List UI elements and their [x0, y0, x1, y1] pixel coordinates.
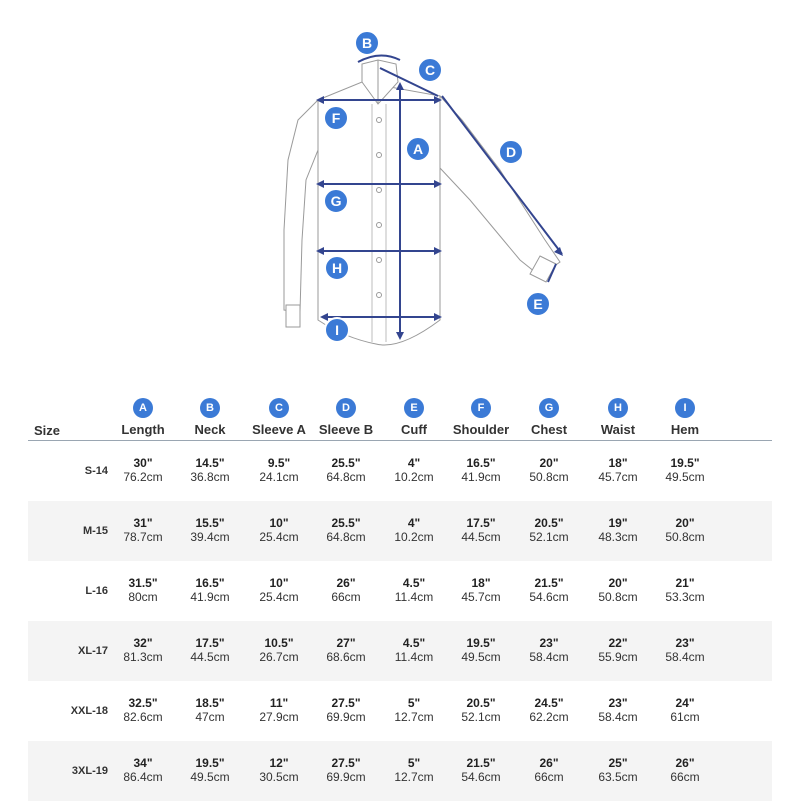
- marker-h-letter: H: [331, 260, 343, 276]
- size-column-header: Size: [34, 423, 61, 438]
- cell-centimeters: 58.4cm: [529, 650, 569, 664]
- table-cell: [379, 636, 449, 664]
- cell-centimeters: 24.1cm: [259, 470, 299, 484]
- table-cell: [244, 636, 314, 664]
- cell-inches: 18": [608, 456, 628, 470]
- cell-centimeters: 64.8cm: [326, 470, 366, 484]
- column-header-e: [379, 398, 449, 437]
- cell-inches: 19.5": [195, 756, 225, 770]
- cell-inches: 25.5": [331, 516, 361, 530]
- table-cell: [108, 756, 178, 784]
- cell-inches: 17.5": [195, 636, 225, 650]
- cell-centimeters: 82.6cm: [123, 710, 163, 724]
- cell-centimeters: 78.7cm: [123, 530, 163, 544]
- marker-e-letter: E: [533, 296, 543, 312]
- shirt-button: [377, 293, 382, 298]
- table-cell: [311, 756, 381, 784]
- column-letter-badge: B: [200, 398, 220, 418]
- size-label: 3XL-19: [71, 765, 108, 777]
- cell-centimeters: 50.8cm: [665, 530, 705, 544]
- column-header-h: [583, 398, 653, 437]
- cell-inches: 10": [269, 576, 289, 590]
- table-cell: [446, 456, 516, 484]
- table-cell: [108, 516, 178, 544]
- cell-inches: 27": [336, 636, 356, 650]
- marker-c-letter: C: [424, 62, 436, 78]
- table-row: [28, 681, 772, 741]
- table-row: [28, 621, 772, 681]
- cell-inches: 25.5": [331, 456, 361, 470]
- column-label: Length: [121, 422, 165, 437]
- marker-f-letter: F: [331, 110, 341, 126]
- table-cell: [175, 576, 245, 604]
- cell-centimeters: 41.9cm: [190, 590, 230, 604]
- marker-g: [324, 189, 348, 213]
- cell-inches: 16.5": [195, 576, 225, 590]
- column-label: Waist: [600, 422, 636, 437]
- cell-inches: 21.5": [466, 756, 496, 770]
- shirt-button: [377, 188, 382, 193]
- table-cell: [583, 756, 653, 784]
- cell-inches: 23": [675, 636, 695, 650]
- table-cell: [175, 456, 245, 484]
- table-cell: [650, 516, 720, 544]
- table-cell: [311, 636, 381, 664]
- cell-centimeters: 62.2cm: [529, 710, 569, 724]
- table-cell: [379, 756, 449, 784]
- cell-centimeters: 47cm: [195, 710, 225, 724]
- column-label: Hem: [670, 422, 700, 437]
- cell-inches: 19.5": [670, 456, 700, 470]
- column-header-c: [244, 398, 314, 437]
- table-cell: [514, 756, 584, 784]
- column-letter-badge: H: [608, 398, 628, 418]
- column-header-i: [650, 398, 720, 437]
- size-chart-header: [28, 398, 772, 441]
- shirt-measurement-diagram: [0, 0, 800, 365]
- cell-centimeters: 30.5cm: [259, 770, 299, 784]
- column-label: Sleeve A: [252, 422, 306, 437]
- cell-inches: 12": [269, 756, 289, 770]
- marker-i: [325, 318, 349, 342]
- left-sleeve: [284, 100, 318, 312]
- column-header-a: [108, 398, 178, 437]
- cell-centimeters: 25.4cm: [259, 590, 299, 604]
- table-row: [28, 741, 772, 801]
- marker-d: [499, 140, 523, 164]
- cell-inches: 20.5": [466, 696, 496, 710]
- table-cell: [108, 456, 178, 484]
- table-cell: [446, 756, 516, 784]
- cell-centimeters: 49.5cm: [190, 770, 230, 784]
- table-cell: [514, 456, 584, 484]
- marker-g-letter: G: [330, 193, 342, 209]
- cell-centimeters: 36.8cm: [190, 470, 230, 484]
- table-cell: [311, 696, 381, 724]
- table-cell: [650, 636, 720, 664]
- cell-inches: 26": [539, 756, 559, 770]
- cell-inches: 9.5": [267, 456, 291, 470]
- cell-centimeters: 11.4cm: [394, 590, 434, 604]
- cell-centimeters: 86.4cm: [123, 770, 163, 784]
- cell-inches: 31.5": [128, 576, 158, 590]
- column-header-f: [446, 398, 516, 437]
- cell-centimeters: 11.4cm: [394, 650, 434, 664]
- size-label: M-15: [82, 525, 108, 537]
- cell-centimeters: 58.4cm: [665, 650, 705, 664]
- cell-inches: 4": [407, 456, 421, 470]
- cell-centimeters: 12.7cm: [394, 770, 434, 784]
- marker-c: [418, 58, 442, 82]
- table-cell: [650, 696, 720, 724]
- cell-centimeters: 66cm: [534, 770, 564, 784]
- cell-centimeters: 10.2cm: [394, 470, 434, 484]
- column-letter-badge: F: [471, 398, 491, 418]
- column-label: Neck: [194, 422, 226, 437]
- cell-centimeters: 25.4cm: [259, 530, 299, 544]
- cell-centimeters: 39.4cm: [190, 530, 230, 544]
- marker-a-letter: A: [412, 141, 424, 157]
- cell-inches: 5": [407, 696, 421, 710]
- table-cell: [108, 636, 178, 664]
- table-cell: [650, 756, 720, 784]
- left-cuff: [286, 305, 300, 327]
- table-row: [28, 561, 772, 621]
- table-cell: [583, 696, 653, 724]
- cell-inches: 21.5": [534, 576, 564, 590]
- cell-inches: 34": [133, 756, 153, 770]
- marker-b: [355, 31, 379, 55]
- cell-centimeters: 10.2cm: [394, 530, 434, 544]
- cell-centimeters: 26.7cm: [259, 650, 299, 664]
- cell-inches: 20": [608, 576, 628, 590]
- cell-inches: 20.5": [534, 516, 564, 530]
- table-cell: [244, 576, 314, 604]
- cell-inches: 17.5": [466, 516, 496, 530]
- table-cell: [650, 456, 720, 484]
- shirt-button: [377, 153, 382, 158]
- marker-e: [526, 292, 550, 316]
- cell-centimeters: 68.6cm: [326, 650, 366, 664]
- table-cell: [311, 516, 381, 544]
- size-label: L-16: [85, 585, 108, 597]
- cell-centimeters: 44.5cm: [461, 530, 501, 544]
- column-label: Chest: [530, 422, 568, 437]
- cell-centimeters: 63.5cm: [598, 770, 638, 784]
- cell-inches: 30": [133, 456, 153, 470]
- size-label: XL-17: [78, 645, 108, 657]
- cell-inches: 19": [608, 516, 628, 530]
- cell-centimeters: 50.8cm: [598, 590, 638, 604]
- size-chart-table: [28, 398, 772, 801]
- cell-inches: 18": [471, 576, 491, 590]
- shirt-button: [377, 118, 382, 123]
- cell-centimeters: 55.9cm: [598, 650, 638, 664]
- cell-inches: 32": [133, 636, 153, 650]
- column-letter-badge: C: [269, 398, 289, 418]
- shirt-button: [377, 258, 382, 263]
- size-chart-rows: [28, 441, 772, 801]
- size-label: S-14: [84, 465, 108, 477]
- cell-inches: 4.5": [402, 576, 426, 590]
- cell-centimeters: 58.4cm: [598, 710, 638, 724]
- cell-inches: 5": [407, 756, 421, 770]
- cell-inches: 27.5": [331, 696, 361, 710]
- table-cell: [379, 516, 449, 544]
- cell-inches: 11": [269, 696, 289, 710]
- cell-inches: 14.5": [195, 456, 225, 470]
- cell-centimeters: 53.3cm: [665, 590, 705, 604]
- cell-centimeters: 49.5cm: [461, 650, 501, 664]
- cell-centimeters: 41.9cm: [461, 470, 501, 484]
- cell-inches: 26": [675, 756, 695, 770]
- size-label: XXL-18: [70, 705, 108, 717]
- table-cell: [379, 576, 449, 604]
- cell-centimeters: 69.9cm: [326, 710, 366, 724]
- table-cell: [583, 516, 653, 544]
- cell-inches: 22": [608, 636, 628, 650]
- cell-inches: 23": [608, 696, 628, 710]
- cell-inches: 4": [407, 516, 421, 530]
- cell-inches: 20": [675, 516, 695, 530]
- marker-f: [324, 106, 348, 130]
- cell-centimeters: 45.7cm: [461, 590, 501, 604]
- cell-inches: 10.5": [264, 636, 294, 650]
- cell-inches: 27.5": [331, 756, 361, 770]
- cell-inches: 19.5": [466, 636, 496, 650]
- cell-inches: 25": [608, 756, 628, 770]
- cell-inches: 24.5": [534, 696, 564, 710]
- table-cell: [175, 696, 245, 724]
- column-letter-badge: A: [133, 398, 153, 418]
- cell-centimeters: 52.1cm: [461, 710, 501, 724]
- cell-centimeters: 48.3cm: [598, 530, 638, 544]
- cell-centimeters: 12.7cm: [394, 710, 434, 724]
- table-row: [28, 501, 772, 561]
- cell-centimeters: 61cm: [670, 710, 700, 724]
- cell-inches: 16.5": [466, 456, 496, 470]
- right-sleeve: [440, 96, 560, 276]
- cell-centimeters: 50.8cm: [529, 470, 569, 484]
- column-label: Cuff: [401, 422, 427, 437]
- column-label: Shoulder: [452, 422, 510, 437]
- table-cell: [175, 636, 245, 664]
- cell-inches: 21": [675, 576, 695, 590]
- shirt-button: [377, 223, 382, 228]
- cell-inches: 18.5": [195, 696, 225, 710]
- cell-inches: 20": [539, 456, 559, 470]
- column-letter-badge: I: [675, 398, 695, 418]
- table-cell: [514, 516, 584, 544]
- cell-centimeters: 80cm: [128, 590, 158, 604]
- table-row: [28, 441, 772, 501]
- table-cell: [379, 696, 449, 724]
- column-label: Sleeve B: [318, 422, 374, 437]
- cell-centimeters: 54.6cm: [529, 590, 569, 604]
- cell-centimeters: 45.7cm: [598, 470, 638, 484]
- table-cell: [446, 636, 516, 664]
- marker-d-letter: D: [505, 144, 517, 160]
- cell-centimeters: 64.8cm: [326, 530, 366, 544]
- cell-inches: 10": [269, 516, 289, 530]
- table-cell: [244, 516, 314, 544]
- cell-inches: 23": [539, 636, 559, 650]
- column-header-d: [311, 398, 381, 437]
- cell-centimeters: 52.1cm: [529, 530, 569, 544]
- marker-a: [406, 137, 430, 161]
- table-cell: [244, 756, 314, 784]
- column-header-g: [514, 398, 584, 437]
- table-cell: [311, 576, 381, 604]
- table-cell: [446, 696, 516, 724]
- cell-centimeters: 54.6cm: [461, 770, 501, 784]
- marker-h: [325, 256, 349, 280]
- cell-centimeters: 81.3cm: [123, 650, 163, 664]
- table-cell: [446, 516, 516, 544]
- table-cell: [311, 456, 381, 484]
- column-letter-badge: D: [336, 398, 356, 418]
- cell-centimeters: 27.9cm: [259, 710, 299, 724]
- table-cell: [108, 696, 178, 724]
- cell-inches: 24": [675, 696, 695, 710]
- marker-b-letter: B: [361, 35, 373, 51]
- marker-i-letter: I: [335, 322, 339, 338]
- table-cell: [514, 576, 584, 604]
- table-cell: [244, 456, 314, 484]
- cell-centimeters: 49.5cm: [665, 470, 705, 484]
- column-letter-badge: E: [404, 398, 424, 418]
- cell-centimeters: 76.2cm: [123, 470, 163, 484]
- cell-centimeters: 66cm: [331, 590, 361, 604]
- table-cell: [244, 696, 314, 724]
- column-header-b: [175, 398, 245, 437]
- table-cell: [514, 696, 584, 724]
- table-cell: [650, 576, 720, 604]
- cell-centimeters: 44.5cm: [190, 650, 230, 664]
- table-cell: [108, 576, 178, 604]
- cell-inches: 31": [133, 516, 153, 530]
- table-cell: [379, 456, 449, 484]
- column-letter-badge: G: [539, 398, 559, 418]
- table-cell: [446, 576, 516, 604]
- cell-inches: 15.5": [195, 516, 225, 530]
- table-cell: [583, 576, 653, 604]
- table-cell: [175, 516, 245, 544]
- table-cell: [514, 636, 584, 664]
- cell-inches: 4.5": [402, 636, 426, 650]
- cell-inches: 32.5": [128, 696, 158, 710]
- cell-centimeters: 66cm: [670, 770, 700, 784]
- table-cell: [583, 636, 653, 664]
- cell-inches: 26": [336, 576, 356, 590]
- table-cell: [175, 756, 245, 784]
- cell-centimeters: 69.9cm: [326, 770, 366, 784]
- table-cell: [583, 456, 653, 484]
